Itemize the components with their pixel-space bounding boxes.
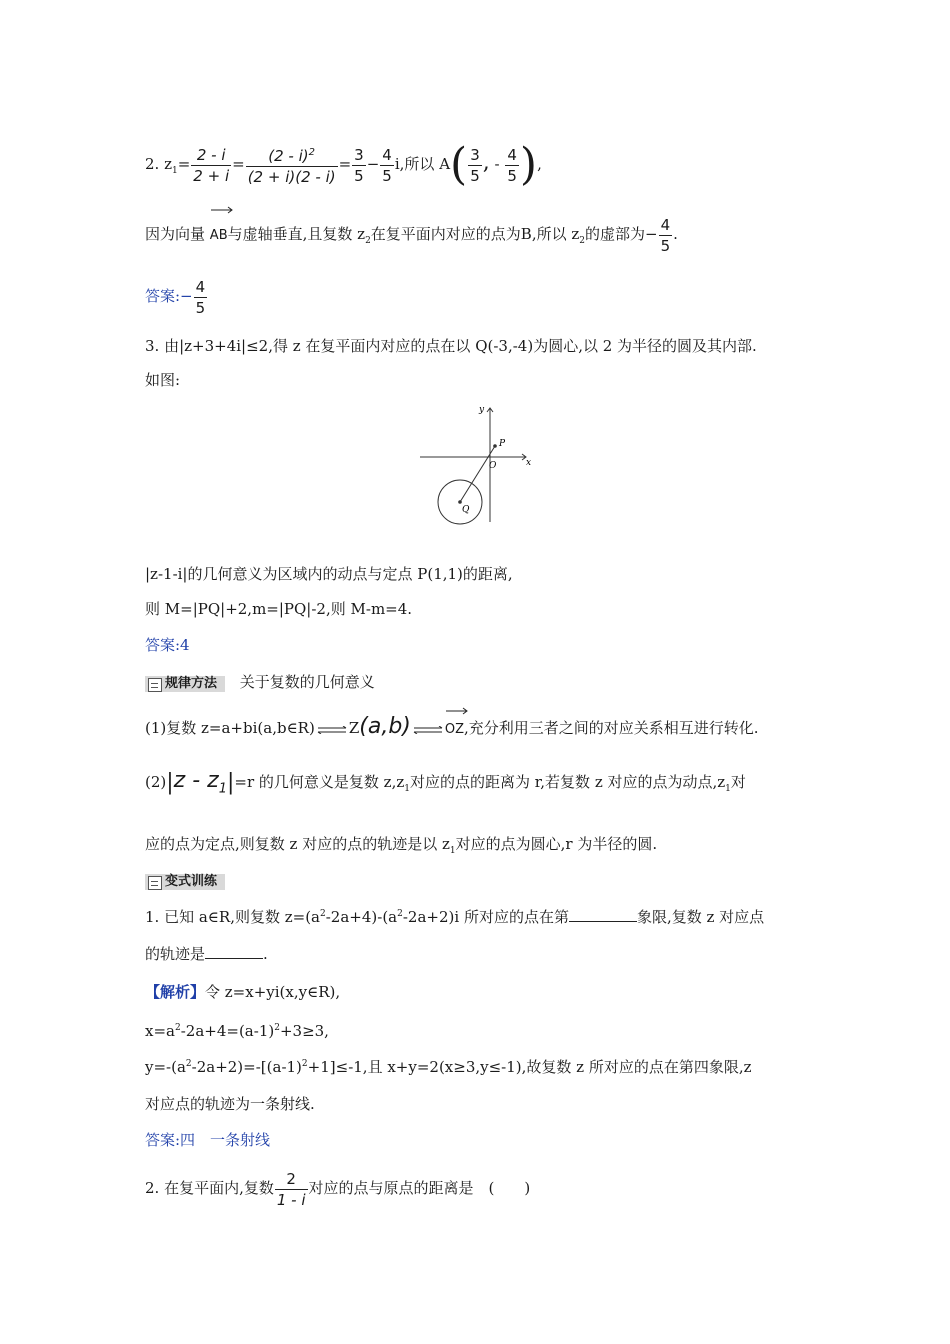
item3-line4: 则 M=|PQ|+2,m=|PQ|-2,则 M-m=4. <box>145 600 413 618</box>
method-title: 关于复数的几何意义 <box>239 673 375 691</box>
solution-line4: 对应点的轨迹为一条射线. <box>145 1095 315 1113</box>
fraction: $\frac{2 - i}{2 + i}$ <box>193 145 230 185</box>
fraction: $\frac{4}{5}$ <box>507 145 517 185</box>
answer-3: 答案:4 <box>145 636 190 654</box>
circle-figure <box>418 402 538 531</box>
fraction: $\frac{4}{5}$ <box>382 145 392 185</box>
method-p2: $(2)|z - z_1|=r$ 的几何意义是复数 $z,z_1$对应的点的距离为 r,若复数 z 对应的点为动点$,z_1$对 <box>145 768 746 797</box>
fraction: $\frac{(2 - i)^2}{(2 + i)(2 - i)}$ <box>246 143 338 187</box>
item2-line: 2. $z_1=$ $\frac{2 - i}{2 + i}$ = $\frac{(2 - i)^2}{(2 + i)(2 - i)}$ = $\frac{3}{5}$ − $\frac{4}{5}$ i,所以 A( $\frac{3}{5}$ , - $\frac{4}{5}$ ), <box>145 139 542 190</box>
item3-line3: |z-1-i|的几何意义为区域内的动点与定点 P(1,1)的距离, <box>145 565 513 583</box>
answer-practice-1: 答案:四 一条射线 <box>145 1131 271 1149</box>
solution-line3: $y=-(a^2-2a+2)=-[(a-1)^2+1]\le-1$,且 x+y=2(x≥3,y≤-1),故复数 z 所对应的点在第四象限,z <box>145 1058 752 1076</box>
method-heading <box>145 672 375 692</box>
solution-tag: 【解析】 <box>145 983 206 1001</box>
fraction: $\frac{4}{5}$ <box>660 215 671 255</box>
practice-q1: 1. 已知 a∈R,则复数 $z=(a^2-2a+4)-(a^2-2a+2)i$ 所对应的点在第 象限,复数 z 对应点 <box>145 908 765 926</box>
note-icon <box>148 678 162 692</box>
solution-line2: $x=a^2-2a+4=(a-1)^2+3\ge 3$, <box>145 1022 329 1040</box>
practice-q1-cont: 的轨迹是 . <box>145 945 268 963</box>
method-badge: 规律方法 <box>145 676 225 692</box>
point-q-label: Q <box>462 505 470 515</box>
solution-line1: 【解析】令 z=x+yi(x,y∈R), <box>145 983 341 1001</box>
coordinate-diagram <box>418 402 538 527</box>
bidirectional-arrow-icon <box>317 714 347 744</box>
origin-label: O <box>489 461 497 471</box>
note-icon <box>148 876 162 890</box>
axis-label-x: x <box>526 458 532 468</box>
item3-line1: 3. 由|z+3+4i|≤2,得 z 在复平面内对应的点在以 Q(-3,-4)为圆心,以 2 为半径的圆及其内部. <box>145 337 757 355</box>
vector-ab: AB <box>210 214 228 258</box>
point-p-label: P <box>499 439 506 449</box>
answer-2: 答案:− $\frac{4}{5}$ <box>145 277 206 317</box>
item3-line2: 如图: <box>145 371 181 389</box>
axis-label-y: y <box>479 405 485 415</box>
vector-oz: OZ <box>445 715 464 745</box>
practice-heading <box>145 870 225 890</box>
blank-1[interactable] <box>569 907 637 922</box>
practice-q2: 2. 在复平面内,复数 $\frac{2}{1 - i}$ 对应的点与原点的距离是 ( ) <box>145 1169 531 1209</box>
item2-reason: 因为向量 AB与虚轴垂直,且复数 $z_2$在复平面内对应的点为B,所以 $z_2$的虚部为− $\frac{4}{5}$ . <box>145 212 678 263</box>
method-p1: (1)复数 z=a+bi(a,b∈R) Z(a,b) OZ,充分利用三者之间的对应关系相互进行转化. <box>145 712 759 745</box>
fraction: $\frac{3}{5}$ <box>354 145 364 185</box>
fraction: $\frac{2}{1 - i}$ <box>276 1169 306 1209</box>
blank-2[interactable] <box>205 944 263 959</box>
fraction: $\frac{3}{5}$ <box>470 145 480 185</box>
bidirectional-arrow-icon <box>413 714 443 744</box>
fraction: $\frac{4}{5}$ <box>195 277 206 317</box>
practice-badge: 变式训练 <box>145 874 225 890</box>
method-p2-cont: 应的点为定点,则复数 z 对应的点的轨迹是以 $z_1$对应的点为圆心,r 为半径的圆. <box>145 835 658 856</box>
